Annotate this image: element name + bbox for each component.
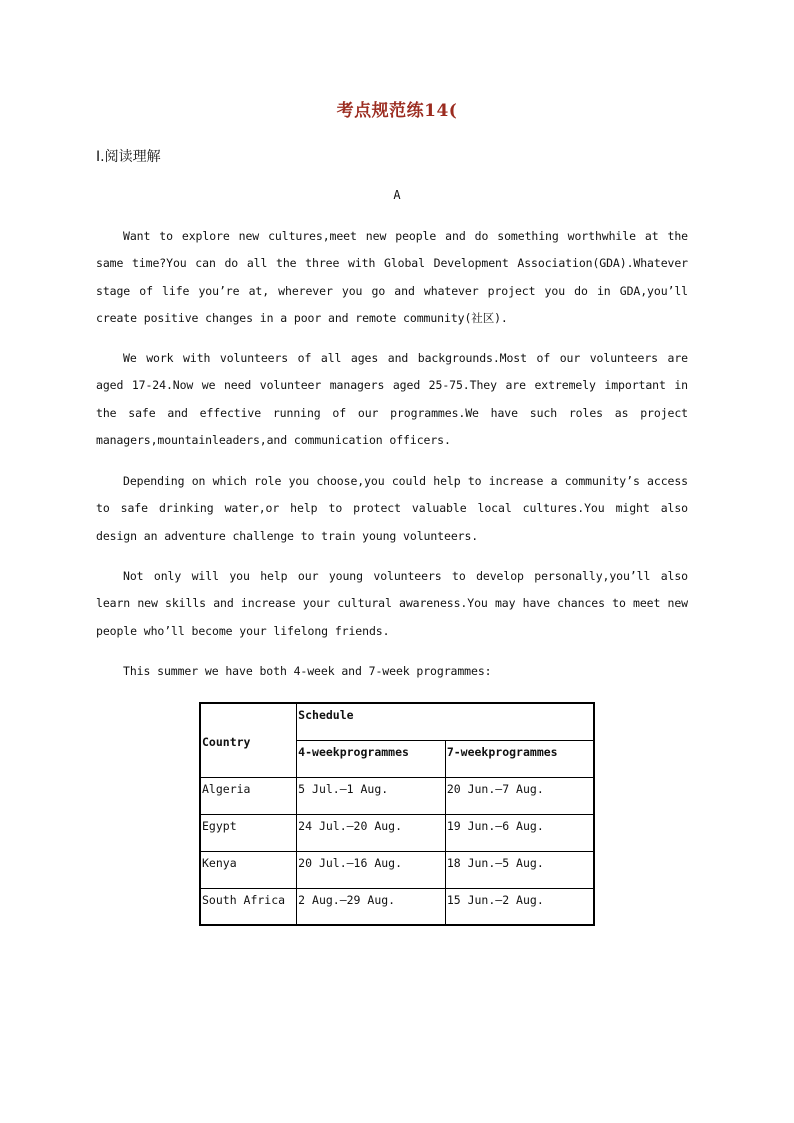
table-row <box>200 851 594 888</box>
schedule-table <box>199 702 595 926</box>
passage-letter: A <box>393 188 401 202</box>
schedule-header: Schedule <box>297 703 594 740</box>
table-row <box>200 777 594 814</box>
table-row <box>200 814 594 851</box>
paragraph-5: This summer we have both 4-week and 7-week programmes: <box>123 664 492 678</box>
seven-week-cell: 20 Jun.—7 Aug. <box>445 777 594 814</box>
country-cell: South Africa <box>200 888 297 925</box>
four-week-cell: 20 Jul.—16 Aug. <box>297 851 446 888</box>
country-cell: Egypt <box>200 814 297 851</box>
table-row <box>200 888 594 925</box>
paragraph-2: We work with volunteers of all ages and backgrounds.Most of our volunteers are aged 17-24.Now we need volunteer managers aged 25-75.They are extremely important in the safe and effective running of our programmes.We have such roles as project managers,mountainleaders,and communication officers. <box>96 351 688 447</box>
four-week-header: 4-weekprogrammes <box>297 740 446 777</box>
country-cell: Algeria <box>200 777 297 814</box>
page-title: 考点规范练14( <box>336 101 458 121</box>
four-week-cell: 2 Aug.—29 Aug. <box>297 888 446 925</box>
four-week-cell: 24 Jul.—20 Aug. <box>297 814 446 851</box>
paragraph-4: Not only will you help our young volunteers to develop personally,you’ll also learn new skills and increase your cultural awareness.You may have chances to meet new people who’ll become your lifelong friends. <box>96 569 688 638</box>
country-cell: Kenya <box>200 851 297 888</box>
seven-week-header: 7-weekprogrammes <box>445 740 594 777</box>
paragraph-1: Want to explore new cultures,meet new people and do something worthwhile at the same time?You can do all the three with Global Development Association(GDA).Whatever stage of life you’re at, wherever you go and whatever project you do in GDA,you’ll create positive changes in a poor and remote community(社区). <box>96 229 688 325</box>
table-header-row <box>200 703 594 740</box>
country-header: Country <box>200 703 297 777</box>
four-week-cell: 5 Jul.—1 Aug. <box>297 777 446 814</box>
seven-week-cell: 18 Jun.—5 Aug. <box>445 851 594 888</box>
seven-week-cell: 19 Jun.—6 Aug. <box>445 814 594 851</box>
section-heading: Ⅰ.阅读理解 <box>96 149 161 165</box>
seven-week-cell: 15 Jun.—2 Aug. <box>445 888 594 925</box>
paragraph-3: Depending on which role you choose,you could help to increase a community’s access to safe drinking water,or help to protect valuable local cultures.You might also design an adventure challenge to train young volunteers. <box>96 474 688 543</box>
